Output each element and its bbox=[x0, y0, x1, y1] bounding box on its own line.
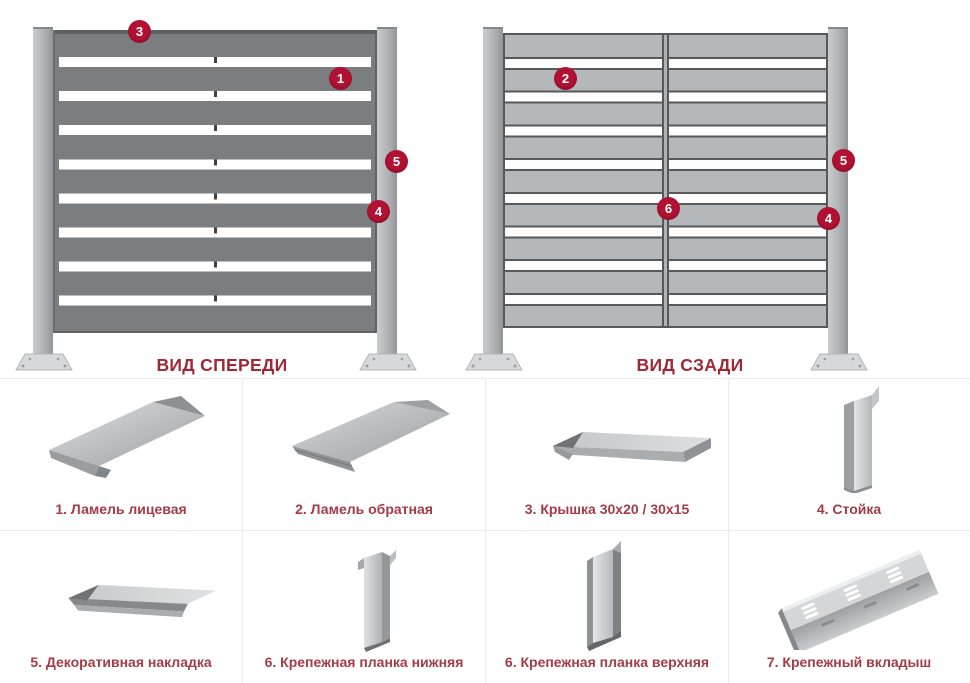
marker-1: 1 bbox=[329, 67, 352, 90]
part-label-1: 1. Ламель лицевая bbox=[55, 501, 187, 517]
part-label-5: 5. Декоративная накладка bbox=[30, 654, 212, 670]
lamella-front-icon bbox=[35, 388, 220, 488]
mount-plank-lower-icon bbox=[330, 540, 410, 652]
front-center-seam bbox=[214, 57, 217, 306]
back-fence-panel bbox=[503, 33, 828, 328]
back-view-title: ВИД СЗАДИ bbox=[636, 355, 744, 375]
mount-plank-upper-icon bbox=[565, 535, 645, 653]
back-left-foot-plate bbox=[464, 351, 524, 373]
back-right-post bbox=[828, 27, 848, 356]
post-profile-icon bbox=[828, 385, 888, 493]
front-left-post bbox=[33, 27, 53, 356]
part-label-8: 7. Крепежный вкладыш bbox=[766, 654, 932, 670]
part-label-7: 6. Крепежная планка верхняя bbox=[504, 654, 710, 670]
front-top-cap bbox=[55, 30, 375, 34]
marker-6: 6 bbox=[657, 197, 680, 220]
cap-profile-icon bbox=[525, 402, 715, 482]
grid-col-divider-3 bbox=[728, 379, 729, 683]
part-label-6: 6. Крепежная планка нижняя bbox=[264, 654, 464, 670]
front-view-title: ВИД СПЕРЕДИ bbox=[156, 355, 288, 375]
front-left-foot-plate bbox=[14, 351, 74, 373]
marker-5-back: 5 bbox=[832, 149, 855, 172]
back-center-mount-plank bbox=[662, 35, 669, 326]
part-label-2: 2. Ламель обратная bbox=[295, 501, 433, 517]
decorative-strip-icon bbox=[40, 550, 220, 635]
front-right-post bbox=[377, 27, 397, 356]
back-left-post bbox=[483, 27, 503, 356]
marker-4-back: 4 bbox=[817, 207, 840, 230]
part-label-4: 4. Стойка bbox=[816, 501, 882, 517]
part-label-3: 3. Крышка 30x20 / 30x15 bbox=[524, 501, 690, 517]
grid-col-divider-2 bbox=[485, 379, 486, 683]
fastening-insert-icon bbox=[775, 538, 945, 650]
back-right-foot-plate bbox=[809, 351, 869, 373]
marker-5-front: 5 bbox=[385, 150, 408, 173]
lamella-back-icon bbox=[278, 388, 463, 488]
grid-col-divider-1 bbox=[242, 379, 243, 683]
front-right-foot-plate bbox=[358, 351, 418, 373]
marker-2: 2 bbox=[554, 67, 577, 90]
marker-4-front: 4 bbox=[367, 200, 390, 223]
marker-3: 3 bbox=[128, 20, 151, 43]
